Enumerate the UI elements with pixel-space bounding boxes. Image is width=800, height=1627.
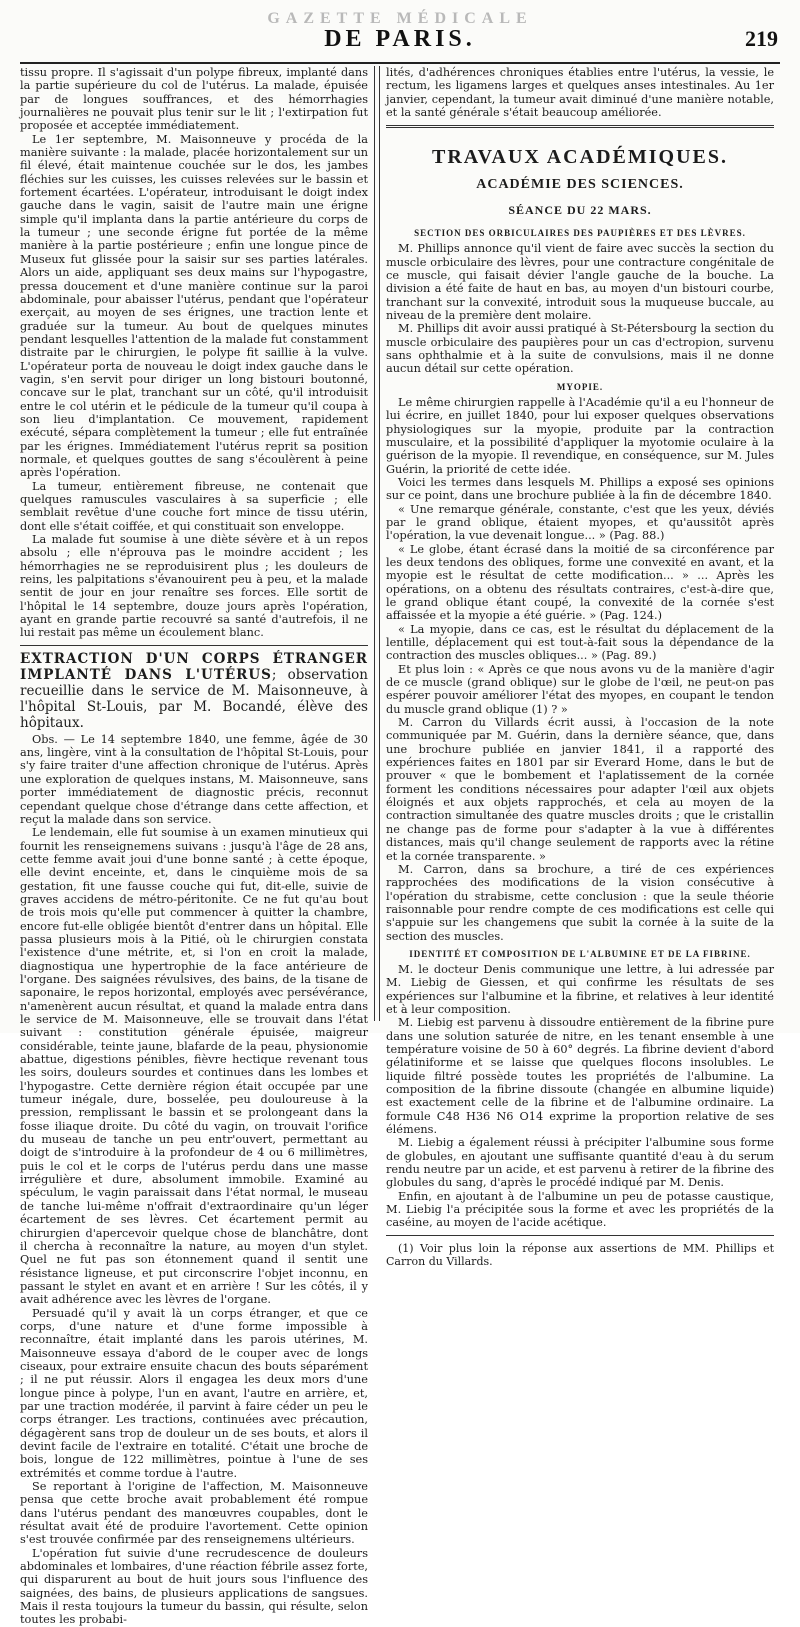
paragraph: Le 1er septembre, M. Maisonneuve y procéda de la manière suivante : la malade, placée horizontalement sur un fil élevé, était maintenue couchée sur le dos, les jambes fléchies sur les cuisses, les cuisses relevées sur le bassin et fortement écartées. L'opérateur, introduisant le doigt index gauche dans le vagin, saisit de l'autre main une érigne simple qu'il implanta dans la partie antérieure du corps de la tumeur ; une seconde érigne fut portée de la même manière à la partie postérieure ; enfin une longue pince de Museux fut glissée pour la saisir sur ses parties latérales. Alors un aide, appliquant ses deux mains sur l'hypogastre, pressa doucement et d'une manière continue sur la paroi abdominale, pour abaisser l'utérus, pendant que l'opérateur exerçait, au moyen de ses érignes, une traction lente et graduée sur la tumeur. Au bout de quelques minutes pendant lesquelles l'attention de la malade fut constamment distraite par le chirurgien, le polype fit saillie à la vulve. L'opérateur porta de nouveau le doigt index gauche dans le vagin, s'en servit pour diriger un long bistouri boutonné, concave sur le plat, tranchant sur un côté, qu'il introduisit entre le col utérin et le pédicule de la tumeur qu'il coupa à son lieu d'implantation. Ce mouvement, rapidement exécuté, sépara complètement la tumeur ; elle fut entraînée par les érignes. Immédiatement l'utérus reprit sa position normale, et quelques gouttes de sang s'écoulèrent à peine après l'opération. [20, 132, 368, 480]
paragraph: Voici les termes dans lesquels M. Phillips a exposé ses opinions sur ce point, dans une brochure publiée à la fin de décembre 1840. [386, 475, 774, 503]
column-separator [374, 66, 380, 1021]
divider [20, 645, 368, 646]
paragraph: M. Carron, dans sa brochure, a tiré de ces expériences rapprochées des modifications de la vision consécutive à l'opération du strabisme, cette conclusion : que la seule théorie raisonnable pour rendre compte de ces modifications est celle qui s'appuie sur les changemens que subit la cornée à la suite de la section des muscles. [386, 862, 774, 943]
left-column [20, 66, 368, 1627]
paragraph: M. Phillips annonce qu'il vient de faire avec succès la section du muscle orbiculaire des lèvres, pour une contracture congénitale de ce muscle, qui faisait dévier l'angle gauche de la bouche. La division a été faite de haut en bas, au moyen d'un bistouri courbe, tranchant sur la convexité, introduit sous la muqueuse buccale, au niveau de la première dent molaire. [386, 242, 774, 323]
session-title: SÉANCE DU 22 MARS. [508, 203, 652, 218]
article-title [20, 651, 368, 731]
masthead-bleedthrough: GAZETTE MÉDICALE [267, 10, 533, 27]
paragraph: M. Liebig est parvenu à dissoudre entièrement de la fibrine pure dans une solution saturée de nitre, en les tenant ensemble à une température voisine de 50 à 60° degrés. La fibrine devient d'abord gélatiniforme et se laisse que quelques flocons insolubles. Le liquide filtré possède toutes les propriétés de l'albumine. La composition de la fibrine dissoute (changée en albumine liquide) est exactement celle de la fibrine et de l'albumine ordinaire. La formule C48 H36 N6 O14 exprime la proportion relative de ses élémens. [386, 1016, 774, 1137]
paragraph: « Une remarque générale, constante, c'est que les yeux, déviés par le grand oblique, étaient myopes, et qu'aussitôt après l'opération, la vue devenait longue... » (Pag. 88.) [386, 502, 774, 543]
paragraph: La tumeur, entièrement fibreuse, ne contenait que quelques ramuscules vasculaires à sa superficie ; elle semblait revêtue d'une couche fort mince de tissu utérin, dont elle s'était coiffée, et qui constituait son enveloppe. [20, 479, 368, 533]
paragraph: « Le globe, étant écrasé dans la moitié de sa circonférence par les deux tendons des obliques, forme une convexité en avant, et la myopie est le résultat de cette modification... » ... Après les opérations, on a obtenu des résultats contraires, c'est-à-dire que, le grand oblique étant coupé, la convexité de la cornée s'est affaissée et la myopie a été guérie. » (Pag. 124.) [386, 542, 774, 623]
paragraph: La malade fut soumise à une diète sévère et à un repos absolu ; elle n'éprouva pas le moindre accident ; les hémorrhagies ne se reproduisirent plus ; les douleurs de reins, les palpitations s'évanouirent peu à peu, et la malade sentit de jour en jour renaître ses forces. Elle sortit de l'hôpital le 14 septembre, douze jours après l'opération, ayant en grande partie recouvré sa santé d'autrefois, il ne lui restait pas même un écoulement blanc. [20, 533, 368, 640]
paragraph: Enfin, en ajoutant à de l'albumine un peu de potasse caustique, M. Liebig l'a précipitée sous la forme et avec les propriétés de la caséine, au moyen de l'acide acétique. [386, 1189, 774, 1230]
paragraph: L'opération fut suivie d'une recrudescence de douleurs abdominales et lombaires, d'une réaction fébrile assez forte, qui disparurent au bout de huit jours sous l'influence des saignées, des bains, de plusieurs applications de sangsues. Mais il resta toujours la tumeur du bassin, qui résulte, selon toutes les probabi- [20, 1546, 368, 1627]
subsection-heading: MYOPIE. [556, 381, 604, 392]
paragraph: Le lendemain, elle fut soumise à un examen minutieux qui fournit les renseignemens suivans : jusqu'à l'âge de 28 ans, cette femme avait joui d'une bonne santé ; à cette époque, elle devint enceinte, et, dans le cinquième mois de sa gestation, fit une fausse couche qui fut, dit-elle, suivie de graves accidens de métro-péritonite. Ce ne fut qu'au bout de trois mois qu'elle put commencer à quitter la chambre, encore fut-elle obligée bientôt d'entrer dans un hôpital. Elle passa plusieurs mois à la Pitié, où le chirurgien constata l'existence d'une métrite, et, si l'on en croit la malade, diagnostiqua une hypertrophie de la face antérieure de l'organe. Des saignées révulsives, des bains, de la tisane de saponaire, le repos horizontal, employés avec persévérance, n'amenèrent aucun résultat, et quand la malade entra dans le service de M. Maisonneuve, elle se trouvait dans l'état suivant : constitution générale épuisée, maigreur considérable, teinte jaune, blafarde de la peau, physionomie abattue, digestions pénibles, fièvre hectique revenant tous les soirs, douleurs sourdes et continues dans les lombes et l'hypogastre. Cette dernière région était occupée par une tumeur inégale, dure, bosselée, peu douloureuse à la pression, remplissant le bassin et se prolongeant dans la fosse iliaque droite. Du côté du vagin, on trouvait l'orifice du museau de tanche un peu entr'ouvert, permettant au doigt de s'introduire à la profondeur de 4 ou 6 millimètres, puis le col et le corps de l'utérus perdu dans une masse irrégulière et dure, absolument immobile. Examiné au spéculum, le vagin paraissait dans l'état normal, le museau de tanche lui-même n'offrait d'extraordinaire qu'un léger écartement de ses lèvres. Cet écartement permit au chirurgien d'apercevoir quelque chose de blanchâtre, dont il chercha à reconnaître la nature, au moyen d'un stylet. Quel ne fut pas son étonnement quand il sentit une résistance ligneuse, et put circonscrire l'objet inconnu, en passant le stylet en avant et en arrière ! Sur les côtés, il y avait adhérence avec les lèvres de l'organe. [20, 826, 368, 1307]
paragraph: « La myopie, dans ce cas, est le résultat du déplacement de la lentille, déplacement qui est tout-à-fait sous la dépendance de la contraction des muscles obliques... » (Pag. 89.) [386, 622, 774, 663]
academy-title: ACADÉMIE DES SCIENCES. [476, 177, 684, 193]
section-title: TRAVAUX ACADÉMIQUES. [432, 146, 728, 169]
article-title-rest: ; observation recueillie dans le service de M. Maisonneuve, à l'hôpital St-Louis, par M. Bocandé, élève des hôpitaux. [20, 666, 368, 731]
subsection-heading: SECTION DES ORBICULAIRES DES PAUPIÈRES ET DES LÈVRES. [414, 228, 746, 239]
paragraph: Obs. — Le 14 septembre 1840, une femme, âgée de 30 ans, lingère, vint à la consultation de l'hôpital St-Louis, pour s'y faire traiter d'une affection chronique de l'utérus. Après une exploration de quelques instans, M. Maisonneuve, sans porter immédiatement de diagnostic précis, reconnut cependant quelque chose d'étrange dans cette affection, et reçut la malade dans son service. [20, 732, 368, 826]
paragraph: M. Liebig a également réussi à précipiter l'albumine sous forme de globules, en ajoutant une suffisante quantité d'eau à du serum rendu neutre par un acide, et est parvenu à retirer de la fibrine des globules du sang, d'après le procédé indiqué par M. Denis. [386, 1136, 774, 1190]
masthead [20, 8, 780, 60]
paragraph: M. Carron du Villards écrit aussi, à l'occasion de la note communiquée par M. Guérin, dans la dernière séance, que, dans une brochure publiée en janvier 1841, il a rapporté des expériences faites en 1801 par sir Everard Home, dans le but de prouver « que le bombement et l'aplatissement de la cornée forment les conditions nécessaires pour adapter l'œil aux objets éloignés et aux objets rapprochés, et cela au moyen de la contraction simultanée des quatre muscles droits ; que le cristallin ne change pas de forme pour s'adapter à la vue à différentes distances, mais qu'il change seulement de rapports avec la rétine et la cornée transparente. » [386, 716, 774, 863]
paragraph: tissu propre. Il s'agissait d'un polype fibreux, implanté dans la partie supérieure du col de l'utérus. La malade, épuisée par de longues souffrances, et des hémorrhagies journalières ne pouvait plus tenir sur le lit ; l'extirpation fut proposée et acceptée immédiatement. [20, 66, 368, 133]
paragraph: M. Phillips dit avoir aussi pratiqué à St-Pétersbourg la section du muscle orbiculaire des paupières pour un cas d'ectropion, survenu sans ophthalmie et à la suite de convulsions, mais il ne donne aucun détail sur cette opération. [386, 322, 774, 376]
masthead-rule [20, 62, 780, 64]
paragraph: lités, d'adhérences chroniques établies entre l'utérus, la vessie, le rectum, les ligamens larges et quelques anses intestinales. Au 1er janvier, cependant, la tumeur avait diminué d'une manière notable, et la santé générale s'était beaucoup améliorée. [386, 66, 774, 120]
right-column [386, 66, 774, 1269]
paragraph: M. le docteur Denis communique une lettre, à lui adressée par M. Liebig de Giessen, et qui confirme les résultats de ses expériences sur l'albumine et la fibrine, et relatives à leur identité et à leur composition. [386, 962, 774, 1016]
paragraph: Persuadé qu'il y avait là un corps étranger, et que ce corps, d'une nature et d'une forme impossible à reconnaître, était implanté dans les parois utérines, M. Maisonneuve essaya d'abord de le couper avec de longs ciseaux, pour extraire ensuite chacun des bouts séparément ; il ne put réussir. Alors il engagea les deux mors d'une longue pince à polype, l'un en avant, l'autre en arrière, et, par une traction modérée, il parvint à faire céder un peu le corps étranger. Les tractions, continuées avec précaution, dégagèrent sans trop de douleur un de ses bouts, et alors il devint facile de l'extraire en totalité. C'était une broche de bois, longue de 122 millimètres, pointue à l'une de ses extrémités et comme tordue à l'autre. [20, 1306, 368, 1480]
footnote-rule [386, 1235, 774, 1236]
subsection-heading: IDENTITÉ ET COMPOSITION DE L'ALBUMINE ET DE LA FIBRINE. [409, 948, 751, 959]
masthead-title: DE PARIS. [324, 26, 476, 52]
article-title-lead: EXTRACTION D'UN CORPS ÉTRANGER IMPLANTÉ DANS L'UTÉRUS [20, 650, 368, 683]
paragraph: Et plus loin : « Après ce que nous avons vu de la manière d'agir de ce muscle (grand oblique) sur le globe de l'œil, ne peut-on pas espérer pouvoir améliorer l'état des myopes, en coupant le tendon du muscle grand oblique (1) ? » [386, 662, 774, 716]
divider [386, 125, 774, 128]
page-number: 219 [745, 26, 778, 51]
paragraph: Le même chirurgien rappelle à l'Académie qu'il a eu l'honneur de lui écrire, en juillet 1840, pour lui exposer quelques observations physiologiques sur la myopie, produite par la contraction musculaire, et la possibilité d'appliquer la myotomie oculaire à la guérison de la myopie. Il revendique, en conséquence, sur M. Jules Guérin, la priorité de cette idée. [386, 395, 774, 476]
footnote: (1) Voir plus loin la réponse aux assertions de MM. Phillips et Carron du Villards. [386, 1241, 774, 1269]
paragraph: Se reportant à l'origine de l'affection, M. Maisonneuve pensa que cette broche avait probablement été rompue dans l'utérus pendant des manœuvres coupables, dont le résultat avait été de produire l'avortement. Cette opinion s'est trouvée confirmée par des renseignemens ultérieurs. [20, 1480, 368, 1547]
